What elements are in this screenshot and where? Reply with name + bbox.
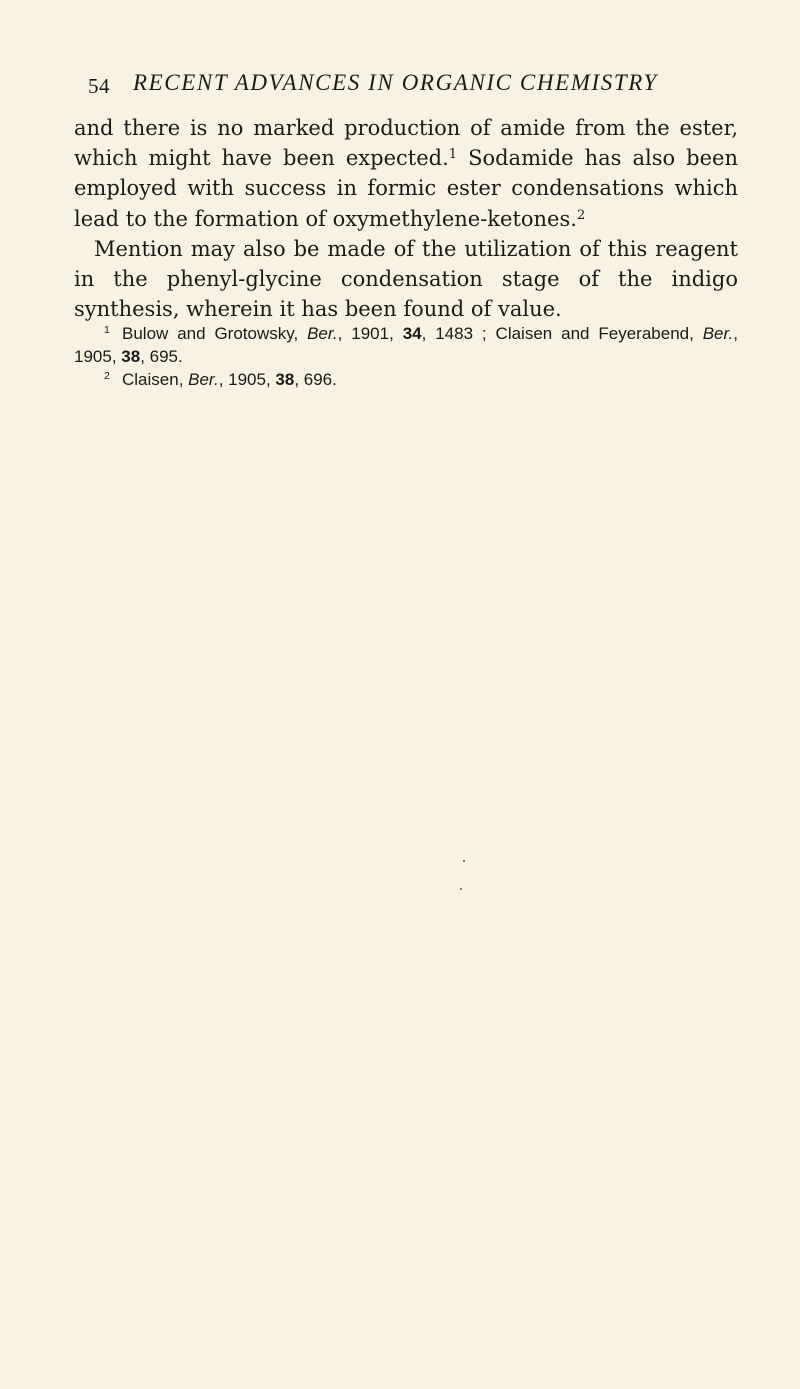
footnote-reference: 2 xyxy=(576,207,586,223)
footnote-year: , 1905, xyxy=(218,370,276,389)
footnotes xyxy=(74,322,738,391)
footnote-authors: Bulow and Grotowsky, xyxy=(122,324,308,343)
paragraph-text: and there is no marked production of amide from the ester, which might have been expected. xyxy=(74,116,738,171)
volume-number: 38 xyxy=(121,347,141,366)
footnote-pages: , 696. xyxy=(294,370,337,389)
main-text xyxy=(74,113,738,324)
footnote-authors: Claisen, xyxy=(122,370,189,389)
paragraph-text: Sodamide has also been employed with success in formic ester condensations which lead to the formation of oxymethylene-ketones. xyxy=(74,146,738,231)
paragraph xyxy=(74,113,738,234)
paragraph xyxy=(74,234,738,325)
footnote-1: $^1$ Bulow and Grotowsky, Ber., 1901, 34, 1483 ; Claisen and Feyerabend, Ber., 1905, 38, 695. xyxy=(74,324,738,366)
footnote-reference: 1 xyxy=(448,147,458,163)
footnote-pages: , 1483 ; Claisen and Feyerabend, xyxy=(421,324,703,343)
paper-speck xyxy=(460,888,462,890)
footnote-year: , 1901, xyxy=(337,324,403,343)
journal-name: Ber. xyxy=(188,370,219,389)
footnote-pages: , 695. xyxy=(140,347,183,366)
paragraph-text: Mention may also be made of the utilization of this reagent in the phenyl-glycine condensation stage of the indigo synthesis, wherein it has been found of value. xyxy=(74,236,738,322)
volume-number: 34 xyxy=(402,324,422,343)
page-number: 54 xyxy=(88,74,110,98)
journal-name: Ber. xyxy=(702,324,734,343)
paper-speck xyxy=(463,860,465,862)
volume-number: 38 xyxy=(275,370,295,389)
footnote-year: , 1905, xyxy=(74,324,738,366)
running-header xyxy=(88,70,738,102)
journal-name: Ber. xyxy=(307,324,338,343)
footnote-2: $^2$ Claisen, Ber., 1905, 38, 696. xyxy=(104,370,337,389)
running-title: RECENT ADVANCES IN ORGANIC CHEMISTRY xyxy=(133,70,658,95)
